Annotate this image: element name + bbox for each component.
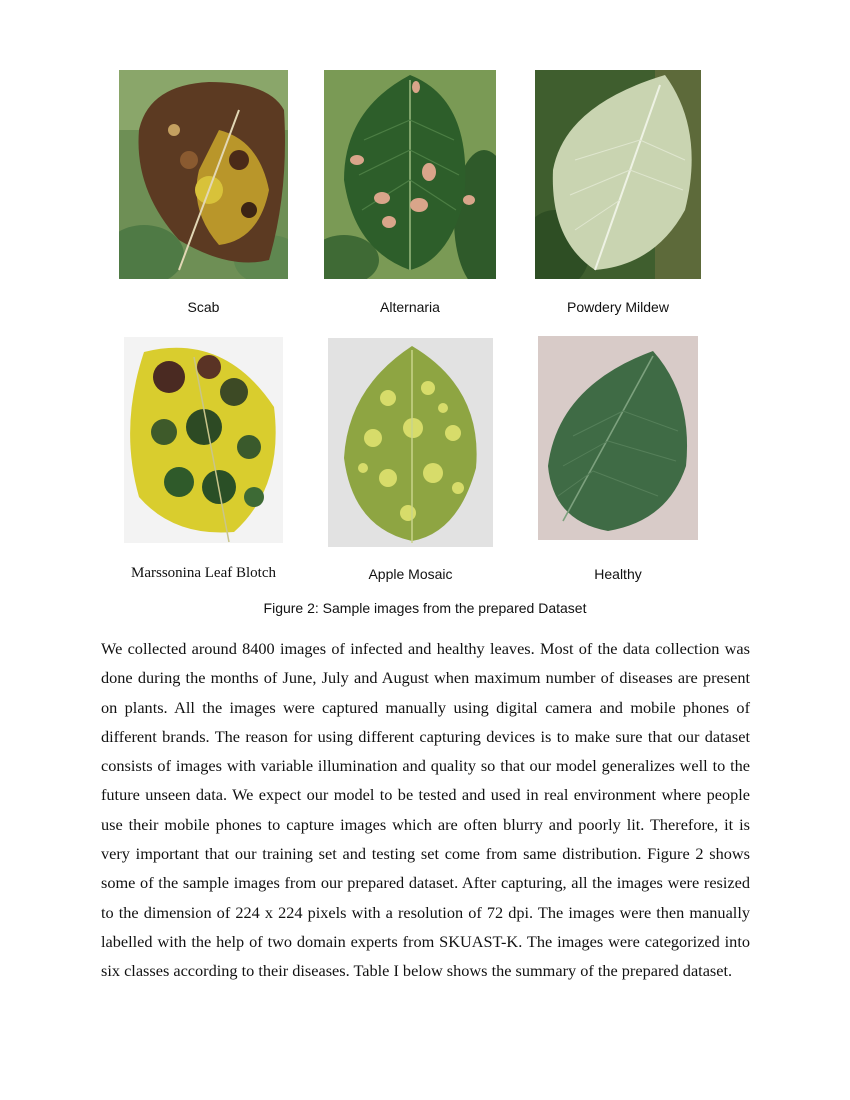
- marssonina-leaf-blotch-image: [124, 337, 283, 543]
- apple-mosaic-leaf-image: [328, 338, 493, 547]
- image-label-scab: Scab: [187, 299, 220, 315]
- image-label-marssonina-leaf-blotch: Marssonina Leaf Blotch: [131, 565, 276, 581]
- scab-leaf-image: [119, 70, 288, 279]
- image-label-alternaria: Alternaria: [380, 299, 440, 315]
- healthy-leaf-image: [538, 336, 698, 540]
- image-label-healthy: Healthy: [594, 566, 642, 582]
- body-paragraph: We collected around 8400 images of infected and healthy leaves. Most of the data collection was done during the months of June, July and August when maximum number of diseases are present on plants. All the images were captured manually using digital camera and mobile phones of different brands. The reason for using different capturing devices is to make sure that our dataset consists of images with variable illumination and quality so that our model generalizes well to the future unseen data. We expect our model to be tested and used in real environment where people use their mobile phones to capture images which are often blurry and poorly lit. Therefore, it is very important that our training set and testing set come from same distribution. Figure 2 shows some of the sample images from our prepared dataset. After capturing, all the images were resized to the dimension of 224 x 224 pixels with a resolution of 72 dpi. The images were then manually labelled with the help of two domain experts from SKUAST-K. The images were categorized into six classes according to their diseases. Table I below shows the summary of the prepared dataset.: [101, 639, 750, 981]
- alternaria-leaf-image: [324, 70, 496, 279]
- image-label-powdery-mildew: Powdery Mildew: [567, 299, 669, 315]
- figure-caption: Figure 2: Sample images from the prepared Dataset: [263, 600, 587, 616]
- image-label-apple-mosaic: Apple Mosaic: [368, 566, 453, 582]
- powdery-mildew-leaf-image: [535, 70, 701, 279]
